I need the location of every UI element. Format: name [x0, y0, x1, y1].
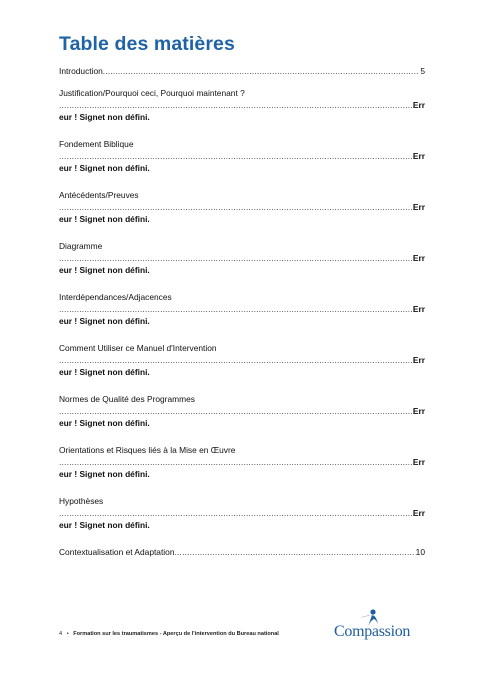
toc-entry-label: Comment Utiliser ce Manuel d'Intervention: [59, 343, 217, 353]
toc-page-number: 5: [420, 66, 425, 76]
toc-error-text: Err: [412, 355, 425, 365]
toc-entry-comment-utiliser[interactable]: [59, 343, 425, 378]
toc-entry-label: Contextualisation et Adaptation: [59, 547, 175, 557]
toc-error-text: Err: [412, 406, 425, 416]
toc-error-text: eur ! Signet non défini.: [59, 214, 150, 224]
page-title: Table des matières: [59, 33, 235, 55]
toc-entry-introduction[interactable]: [59, 66, 425, 78]
toc-leader-dots: [59, 253, 413, 263]
toc-leader-dots: [59, 457, 413, 467]
toc-error-text: eur ! Signet non défini.: [59, 112, 150, 122]
toc-leader-dots: [59, 508, 413, 518]
toc-entry-normes[interactable]: [59, 394, 425, 429]
toc-error-text: eur ! Signet non défini.: [59, 418, 150, 428]
toc-error-text: Err: [412, 100, 425, 110]
toc-leader-dots: [174, 547, 414, 557]
footer-text: Formation sur les traumatismes - Aperçu de l'intervention du Bureau national: [73, 631, 279, 637]
logo-wordmark: Compassion: [334, 623, 411, 640]
toc-leader-dots: [103, 66, 420, 76]
toc-error-text: Err: [412, 457, 425, 467]
toc-entry-antecedents[interactable]: [59, 190, 425, 225]
toc-error-text: Err: [412, 151, 425, 161]
toc-error-text: Err: [412, 508, 425, 518]
toc-entry-label: Introduction: [59, 66, 103, 76]
toc-entry-justification[interactable]: [59, 88, 425, 123]
page-footer: [59, 631, 279, 637]
toc-entry-fondement[interactable]: [59, 139, 425, 174]
toc-entry-hypotheses[interactable]: [59, 496, 425, 531]
toc-entry-label: Normes de Qualité des Programmes: [59, 394, 195, 404]
toc-leader-dots: [59, 202, 413, 212]
toc-entry-label: Interdépendances/Adjacences: [59, 292, 172, 302]
toc-error-text: Err: [412, 304, 425, 314]
toc-entry-label: Diagramme: [59, 241, 103, 251]
footer-bullet: •: [66, 631, 69, 637]
toc-error-text: eur ! Signet non défini.: [59, 520, 150, 530]
toc-entry-contextualisation[interactable]: [59, 547, 425, 559]
toc-entry-orientations[interactable]: [59, 445, 425, 480]
toc-error-text: eur ! Signet non défini.: [59, 265, 150, 275]
toc-entry-label: Fondement Biblique: [59, 139, 134, 149]
toc-entry-label: Antécédents/Preuves: [59, 190, 139, 200]
toc-error-text: eur ! Signet non défini.: [59, 469, 150, 479]
table-of-contents: [59, 66, 425, 569]
toc-error-text: eur ! Signet non défini.: [59, 316, 150, 326]
toc-entry-interdependances[interactable]: [59, 292, 425, 327]
toc-leader-dots: [59, 406, 413, 416]
toc-entry-label: Justification/Pourquoi ceci, Pourquoi maintenant ?: [59, 88, 245, 98]
toc-page-number: 10: [415, 547, 425, 557]
toc-leader-dots: [59, 304, 413, 314]
toc-error-text: Err: [412, 253, 425, 263]
toc-entry-label: Hypothèses: [59, 496, 104, 506]
toc-error-text: eur ! Signet non défini.: [59, 163, 150, 173]
toc-leader-dots: [59, 100, 413, 110]
toc-entry-label: Orientations et Risques liés à la Mise en Œuvre: [59, 445, 236, 455]
toc-error-text: eur ! Signet non défini.: [59, 367, 150, 377]
toc-error-text: Err: [412, 202, 425, 212]
toc-leader-dots: [59, 151, 413, 161]
compassion-logo: [334, 609, 434, 643]
toc-leader-dots: [59, 355, 413, 365]
toc-entry-diagramme[interactable]: [59, 241, 425, 276]
footer-page-number: 4: [59, 631, 63, 637]
